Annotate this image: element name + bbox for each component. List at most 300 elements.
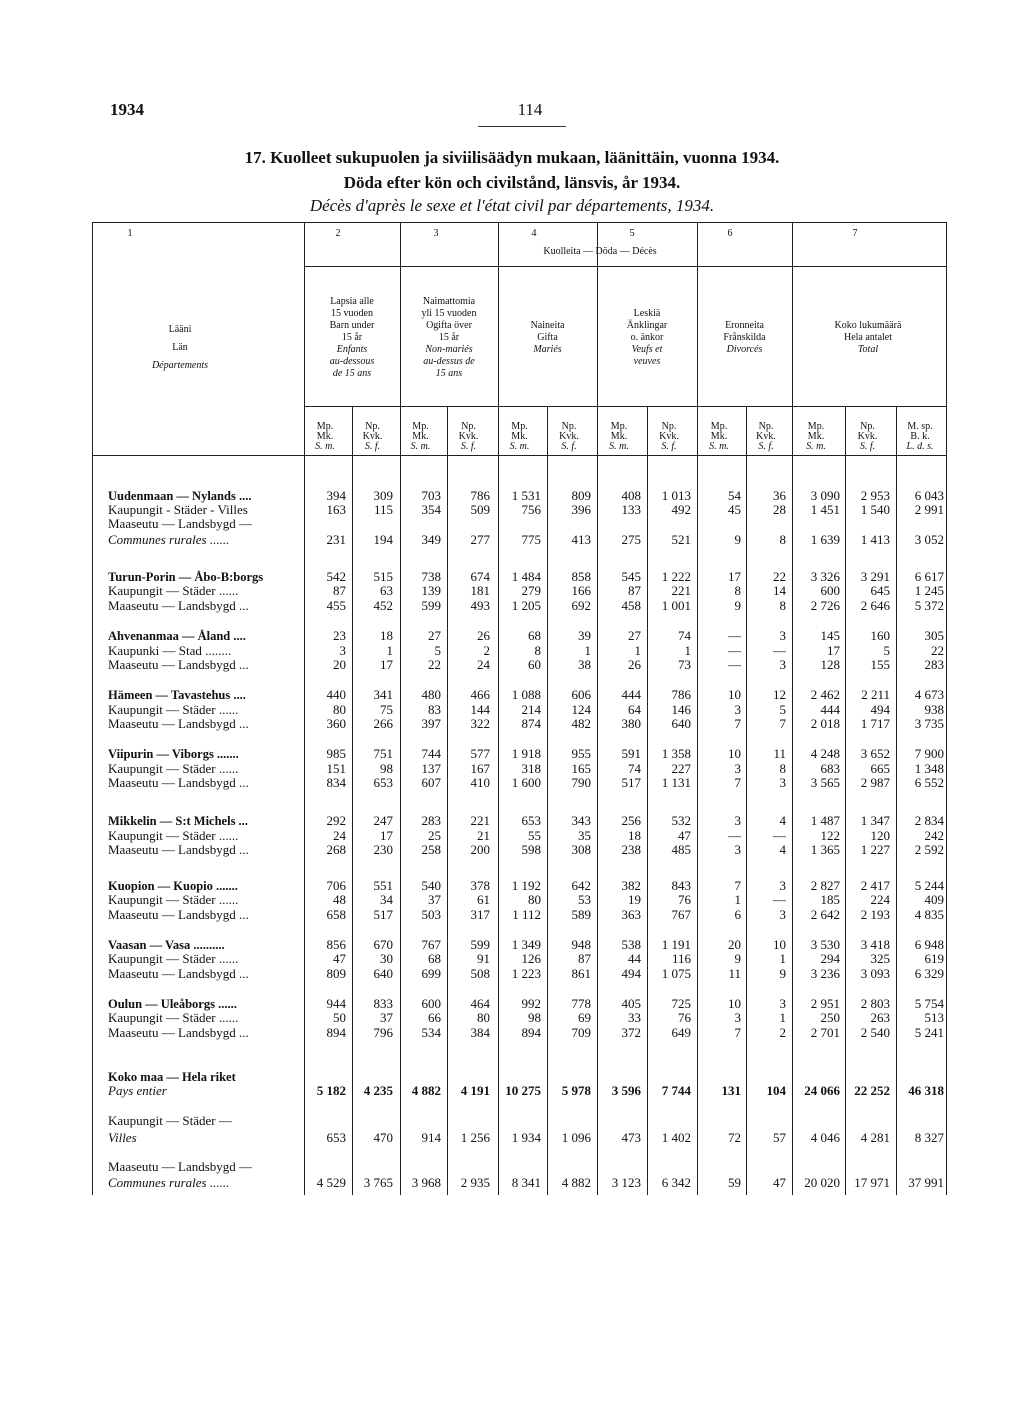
- table-cell: 277: [470, 532, 490, 547]
- table-cell: 509: [470, 502, 490, 517]
- table-cell: 305: [924, 628, 944, 643]
- table-cell: 413: [571, 532, 591, 547]
- page-number: 114: [517, 100, 543, 119]
- table-cell: 3 326: [810, 569, 840, 584]
- table-cell: 308: [571, 842, 591, 857]
- table-cell: 405: [621, 996, 641, 1011]
- table-cell: 642: [571, 878, 591, 893]
- table-cell: 4: [779, 842, 786, 857]
- row-label: Kaupungit — Städer ......: [108, 1010, 239, 1025]
- table-cell: 706: [326, 878, 346, 893]
- sex-subheader-line: S. f.: [859, 441, 876, 452]
- table-cell: 508: [470, 966, 490, 981]
- sex-subheader-line: S. f.: [364, 441, 381, 452]
- table-cell: —: [728, 628, 741, 643]
- laani-heading-line: Län: [172, 342, 188, 353]
- table-cell: 9: [734, 532, 741, 547]
- table-left-rule: [92, 222, 93, 1195]
- table-cell: 492: [671, 502, 691, 517]
- table-cell: 480: [421, 687, 441, 702]
- group-4-heading-line: veuves: [633, 356, 661, 367]
- table-cell: 649: [671, 1025, 691, 1040]
- table-cell: 72: [728, 1130, 741, 1145]
- table-cell: 3 093: [860, 966, 890, 981]
- table-cell: 9: [779, 966, 786, 981]
- table-cell: 738: [421, 569, 441, 584]
- table-right-rule: [946, 222, 947, 1195]
- table-cell: 494: [621, 966, 641, 981]
- table-cell: 7: [734, 878, 741, 893]
- table-cell: 34: [380, 892, 393, 907]
- table-cell: 767: [671, 907, 691, 922]
- table-cell: 3: [734, 813, 741, 828]
- table-cell: 458: [621, 598, 641, 613]
- table-cell: 4 046: [810, 1130, 840, 1145]
- table-cell: 4 835: [914, 907, 944, 922]
- sex-subheader-line: Kvk.: [659, 431, 679, 442]
- table-cell: 3 652: [860, 746, 890, 761]
- sex-subheader-line: Mp.: [316, 421, 334, 432]
- table-cell: 24 066: [804, 1083, 840, 1098]
- table-cell: 1: [734, 892, 741, 907]
- table-cell: 227: [671, 761, 691, 776]
- table-cell: 263: [870, 1010, 890, 1025]
- group-5-heading-line: Divorcés: [726, 344, 763, 355]
- table-cell: 2 951: [810, 996, 840, 1011]
- sex-subheader-line: S. m.: [509, 441, 530, 452]
- sex-subheader-line: Kvk.: [756, 431, 776, 442]
- table-cell: 397: [421, 716, 441, 731]
- table-cell: 2 193: [860, 907, 890, 922]
- table-cell: 115: [373, 502, 393, 517]
- table-cell: 20: [728, 937, 741, 952]
- table-cell: 59: [728, 1175, 741, 1190]
- table-cell: 7: [734, 716, 741, 731]
- table-cell: 22: [428, 657, 441, 672]
- table-cell: 1: [634, 643, 641, 658]
- table-cell: 545: [621, 569, 641, 584]
- row-label: Mikkelin — S:t Michels ...: [108, 814, 248, 828]
- group-4-heading-line: Änklingar: [626, 320, 668, 331]
- table-cell: 938: [924, 702, 944, 717]
- table-cell: 1 096: [561, 1130, 591, 1145]
- table-cell: 2 540: [860, 1025, 890, 1040]
- table-cell: 2 646: [860, 598, 890, 613]
- row-label: Kaupungit — Städer ......: [108, 951, 239, 966]
- table-cell: 22: [931, 643, 944, 658]
- table-cell: 1 075: [661, 966, 691, 981]
- column-number-2: 2: [335, 228, 341, 239]
- group-5-heading-line: Frånskilda: [723, 332, 766, 343]
- table-cell: 68: [428, 951, 441, 966]
- table-cell: —: [728, 828, 741, 843]
- group-2-heading-line: Non-mariés: [425, 344, 473, 355]
- table-cell: 230: [373, 842, 393, 857]
- group-1-heading-line: Enfants: [336, 344, 368, 355]
- table-cell: 27: [628, 628, 641, 643]
- table-cell: 258: [421, 842, 441, 857]
- table-cell: 1 484: [511, 569, 541, 584]
- sex-subheader-line: S. f.: [758, 441, 774, 452]
- table-cell: 57: [773, 1130, 786, 1145]
- row-label: Oulun — Uleåborgs ......: [108, 997, 237, 1011]
- table-cell: 410: [470, 775, 490, 790]
- table-cell: 26: [628, 657, 641, 672]
- table-cell: 3: [779, 775, 786, 790]
- table-cell: 7: [734, 775, 741, 790]
- row-label: Kaupungit — Städer ......: [108, 892, 239, 907]
- page-number-underline: [478, 126, 566, 127]
- table-cell: 122: [820, 828, 840, 843]
- table-cell: 1 001: [661, 598, 691, 613]
- table-cell: 577: [470, 746, 490, 761]
- table-cell: 985: [326, 746, 346, 761]
- row-label: Kaupunki — Stad ........: [108, 643, 232, 658]
- table-cell: 534: [421, 1025, 441, 1040]
- table-cell: 91: [477, 951, 490, 966]
- table-cell: 5 754: [914, 996, 944, 1011]
- column-number-7: 7: [852, 228, 858, 239]
- table-cell: 146: [671, 702, 691, 717]
- table-cell: 20: [333, 657, 346, 672]
- table-cell: 2: [483, 643, 490, 658]
- group-3-heading-line: Gifta: [537, 332, 558, 343]
- group-6-heading-line: Hela antalet: [843, 332, 893, 343]
- table-cell: 1 348: [914, 761, 944, 776]
- table-cell: 1 487: [810, 813, 840, 828]
- table-cell: 767: [421, 937, 441, 952]
- table-cell: 318: [521, 761, 541, 776]
- table-cell: 14: [773, 583, 786, 598]
- row-label: Maaseutu — Landsbygd ...: [108, 775, 249, 790]
- table-cell: 48: [333, 892, 346, 907]
- table-cell: 843: [671, 878, 691, 893]
- table-cell: 120: [870, 828, 890, 843]
- table-cell: 250: [820, 1010, 840, 1025]
- table-cell: 703: [421, 488, 441, 503]
- table-cell: 1 013: [661, 488, 691, 503]
- table-cell: 482: [571, 716, 591, 731]
- group-5-heading-line: Eronneita: [725, 320, 764, 331]
- table-cell: 69: [578, 1010, 591, 1025]
- table-cell: 494: [870, 702, 890, 717]
- row-label: Maaseutu — Landsbygd —: [108, 1159, 253, 1174]
- table-cell: 28: [773, 502, 786, 517]
- table-cell: 464: [470, 996, 490, 1011]
- table-cell: 1 531: [511, 488, 541, 503]
- table-cell: 5: [883, 643, 890, 658]
- group-1-heading-line: 15 vuoden: [331, 308, 373, 319]
- row-label: Viipurin — Viborgs .......: [108, 747, 239, 761]
- table-cell: 247: [373, 813, 393, 828]
- table-cell: 3: [734, 1010, 741, 1025]
- sex-subheader-line: Kvk.: [559, 431, 579, 442]
- table-cell: 165: [571, 761, 591, 776]
- table-cell: 542: [326, 569, 346, 584]
- table-cell: 5 372: [914, 598, 944, 613]
- table-cell: 1 600: [511, 775, 541, 790]
- table-cell: 145: [820, 628, 840, 643]
- table-cell: 55: [528, 828, 541, 843]
- table-cell: 45: [728, 502, 741, 517]
- table-cell: 515: [373, 569, 393, 584]
- table-cell: 275: [621, 532, 641, 547]
- table-cell: 98: [528, 1010, 541, 1025]
- table-cell: 517: [621, 775, 641, 790]
- table-cell: 4 281: [860, 1130, 890, 1145]
- table-cell: 861: [571, 966, 591, 981]
- subcol-rule-4: [647, 406, 648, 1195]
- table-cell: 76: [678, 892, 691, 907]
- table-cell: 5: [434, 643, 441, 658]
- table-cell: 163: [326, 502, 346, 517]
- table-cell: 1: [779, 1010, 786, 1025]
- table-cell: 73: [678, 657, 691, 672]
- table-cell: 80: [333, 702, 346, 717]
- table-cell: 17: [728, 569, 741, 584]
- table-cell: 1 191: [661, 937, 691, 952]
- table-cell: 674: [470, 569, 490, 584]
- table-cell: 3: [339, 643, 346, 658]
- table-cell: 54: [728, 488, 741, 503]
- table-cell: 503: [421, 907, 441, 922]
- subcol-rule-5: [746, 406, 747, 1195]
- table-cell: 124: [571, 702, 591, 717]
- table-cell: 33: [628, 1010, 641, 1025]
- table-cell: 599: [421, 598, 441, 613]
- table-cell: 4 248: [810, 746, 840, 761]
- table-cell: 354: [421, 502, 441, 517]
- sex-subheader-line: S. m.: [315, 441, 335, 452]
- table-cell: 17: [380, 657, 393, 672]
- table-cell: 744: [421, 746, 441, 761]
- table-cell: 2 018: [810, 716, 840, 731]
- row-label: Uudenmaan — Nylands ....: [108, 489, 252, 503]
- table-cell: 325: [870, 951, 890, 966]
- table-cell: 440: [326, 687, 346, 702]
- table-cell: 9: [734, 598, 741, 613]
- table-cell: 131: [721, 1083, 741, 1098]
- table-cell: 992: [521, 996, 541, 1011]
- table-cell: 19: [628, 892, 641, 907]
- table-cell: 619: [924, 951, 944, 966]
- table-cell: 5 978: [561, 1083, 591, 1098]
- table-cell: 658: [326, 907, 346, 922]
- table-cell: 25: [428, 828, 441, 843]
- table-cell: 50: [333, 1010, 346, 1025]
- table-cell: 2 987: [860, 775, 890, 790]
- table-cell: 6 329: [914, 966, 944, 981]
- table-cell: 11: [773, 746, 786, 761]
- table-cell: 3: [779, 657, 786, 672]
- table-cell: 6 948: [914, 937, 944, 952]
- table-cell: 133: [621, 502, 641, 517]
- subcol-rule-2: [447, 406, 448, 1195]
- sex-subheader-line: S. f.: [561, 441, 577, 452]
- sex-subheader-line: Kvk.: [362, 431, 383, 442]
- table-cell: 39: [578, 628, 591, 643]
- table-cell: 589: [571, 907, 591, 922]
- table-cell: 2 803: [860, 996, 890, 1011]
- table-cell: 60: [528, 657, 541, 672]
- sex-subheader-line: Np.: [461, 421, 476, 432]
- table-cell: 47: [678, 828, 691, 843]
- row-label: Villes: [108, 1130, 137, 1145]
- sex-subheader-line: S. m.: [709, 441, 729, 452]
- table-cell: 242: [924, 828, 944, 843]
- table-cell: 144: [470, 702, 490, 717]
- table-cell: 378: [470, 878, 490, 893]
- table-cell: 4: [779, 813, 786, 828]
- table-cell: 5 241: [914, 1025, 944, 1040]
- sex-subheader-line: Mp.: [710, 421, 728, 432]
- table-cell: 2 701: [810, 1025, 840, 1040]
- table-cell: 17: [380, 828, 393, 843]
- table-title-swedish: Döda efter kön och civilstånd, länsvis, år 1934.: [343, 173, 681, 192]
- table-cell: 470: [373, 1130, 393, 1145]
- table-cell: 396: [571, 502, 591, 517]
- table-cell: 104: [766, 1083, 786, 1098]
- table-cell: 10: [728, 996, 741, 1011]
- table-cell: 7 744: [661, 1083, 691, 1098]
- table-cell: 1 227: [860, 842, 890, 857]
- table-cell: 36: [773, 488, 786, 503]
- table-cell: 1 639: [810, 532, 840, 547]
- row-label: Maaseutu — Landsbygd ...: [108, 907, 249, 922]
- table-cell: 485: [671, 842, 691, 857]
- column-number-6: 6: [727, 228, 733, 239]
- table-cell: 279: [521, 583, 541, 598]
- table-cell: 8: [779, 598, 786, 613]
- table-cell: 1 192: [511, 878, 541, 893]
- laani-heading-line: Départements: [151, 360, 209, 371]
- row-label: Communes rurales ......: [108, 532, 230, 547]
- table-cell: 2 211: [861, 687, 890, 702]
- table-cell: 194: [373, 532, 393, 547]
- table-cell: —: [728, 643, 741, 658]
- table-cell: 24: [333, 828, 346, 843]
- table-cell: 380: [621, 716, 641, 731]
- table-cell: 20 020: [804, 1175, 840, 1190]
- group-2-heading-line: 15 år: [438, 332, 460, 343]
- table-cell: 725: [671, 996, 691, 1011]
- row-label: Vaasan — Vasa ..........: [108, 938, 225, 952]
- table-cell: 9: [734, 951, 741, 966]
- table-cell: 493: [470, 598, 490, 613]
- table-cell: 76: [678, 1010, 691, 1025]
- table-cell: 6: [734, 907, 741, 922]
- sex-subheader-line: S. f.: [460, 441, 477, 452]
- table-cell: 1 918: [511, 746, 541, 761]
- table-cell: 3 052: [914, 532, 944, 547]
- table-cell: 18: [628, 828, 641, 843]
- table-cell: 1 112: [512, 907, 541, 922]
- sex-subheader-line: S. f.: [661, 441, 677, 452]
- table-cell: 2 991: [914, 502, 944, 517]
- table-cell: 17 971: [854, 1175, 890, 1190]
- table-cell: 653: [326, 1130, 346, 1145]
- group-1-heading-line: Barn under: [329, 320, 375, 331]
- sex-subheader-line: Mk.: [316, 431, 334, 442]
- table-cell: 35: [578, 828, 591, 843]
- group-1-heading-line: Lapsia alle: [330, 296, 374, 307]
- sex-subheader-line: Mp.: [412, 421, 429, 432]
- row-label: Maaseutu — Landsbygd ...: [108, 966, 249, 981]
- group-2-heading-line: Naimattomia: [422, 296, 476, 307]
- table-cell: 80: [528, 892, 541, 907]
- table-cell: 455: [326, 598, 346, 613]
- table-cell: 317: [470, 907, 490, 922]
- sex-subheader-line: S. m.: [410, 441, 431, 452]
- table-title-french: Décès d'après le sexe et l'état civil par départements, 1934.: [309, 196, 715, 215]
- table-cell: 894: [326, 1025, 346, 1040]
- row-label: Koko maa — Hela riket: [108, 1070, 236, 1084]
- table-cell: 200: [470, 842, 490, 857]
- table-cell: 2 417: [860, 878, 890, 893]
- table-cell: 238: [621, 842, 641, 857]
- table-cell: 37 991: [908, 1175, 944, 1190]
- table-cell: 155: [870, 657, 890, 672]
- table-cell: 21: [477, 828, 490, 843]
- row-label: Maaseutu — Landsbygd ...: [108, 1025, 249, 1040]
- table-cell: 3 565: [810, 775, 840, 790]
- row-label: Maaseutu — Landsbygd ...: [108, 657, 249, 672]
- table-cell: 37: [380, 1010, 393, 1025]
- table-cell: 322: [470, 716, 490, 731]
- table-cell: 221: [470, 813, 490, 828]
- table-cell: 809: [326, 966, 346, 981]
- row-label: Maaseutu — Landsbygd ...: [108, 842, 249, 857]
- table-cell: 61: [477, 892, 490, 907]
- table-title-finnish: 17. Kuolleet sukupuolen ja siviilisäädyn mukaan, läänittäin, vuonna 1934.: [244, 148, 780, 167]
- table-cell: 8: [534, 643, 541, 658]
- table-cell: 1 451: [810, 502, 840, 517]
- sex-subheader-line: M. sp.: [907, 421, 933, 432]
- group-4-heading-line: Veufs et: [631, 344, 663, 355]
- table-cell: 532: [671, 813, 691, 828]
- table-cell: 8: [779, 761, 786, 776]
- table-cell: 3: [779, 878, 786, 893]
- group-6-heading-line: Koko lukumäärä: [834, 320, 902, 331]
- table-cell: 116: [671, 951, 691, 966]
- table-cell: 1: [684, 643, 691, 658]
- table-cell: 2 834: [914, 813, 944, 828]
- table-cell: 833: [373, 996, 393, 1011]
- table-cell: 10 275: [505, 1083, 541, 1098]
- table-cell: 955: [571, 746, 591, 761]
- table-cell: 834: [326, 775, 346, 790]
- table-cell: 4 191: [460, 1083, 490, 1098]
- table-cell: 68: [528, 628, 541, 643]
- sex-subheader-line: Np.: [860, 421, 875, 432]
- table-cell: 640: [671, 716, 691, 731]
- table-cell: 1: [584, 643, 591, 658]
- row-label: Kaupungit — Städer ......: [108, 702, 239, 717]
- row-label: Kaupungit - Städer - Villes: [108, 502, 248, 517]
- table-cell: 914: [421, 1130, 441, 1145]
- table-cell: 268: [326, 842, 346, 857]
- table-cell: 87: [578, 951, 591, 966]
- table-cell: 22 252: [854, 1083, 890, 1098]
- table-cell: 2 642: [810, 907, 840, 922]
- table-cell: 809: [571, 488, 591, 503]
- table-cell: 27: [428, 628, 441, 643]
- table-cell: 6 552: [914, 775, 944, 790]
- table-cell: 167: [470, 761, 490, 776]
- table-cell: 224: [870, 892, 890, 907]
- table-cell: 4 235: [363, 1083, 393, 1098]
- row-label: Maaseutu — Landsbygd —: [108, 516, 253, 531]
